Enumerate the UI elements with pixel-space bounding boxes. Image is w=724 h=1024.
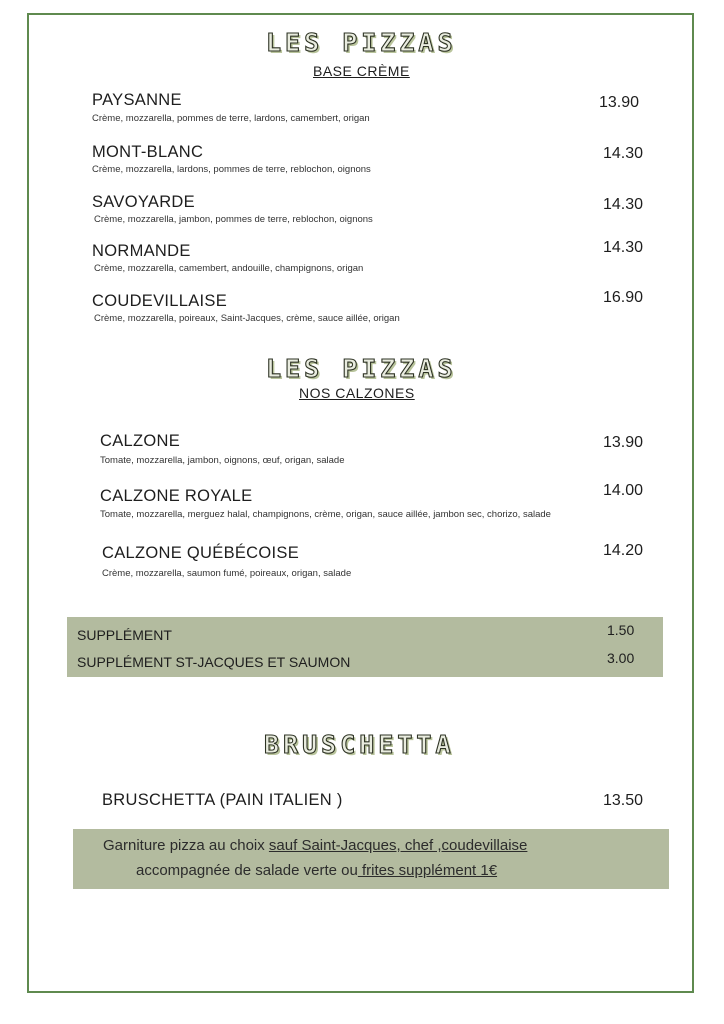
bruschetta-price: 13.50 [603, 792, 644, 809]
calzone-name: CALZONE ROYALE [100, 487, 253, 505]
pizza-name: SAVOYARDE [92, 193, 195, 211]
calzone-desc: Tomate, mozzarella, jambon, oignons, œuf, origan, salade [100, 455, 345, 466]
garniture-text: accompagnée de salade verte ou [136, 862, 358, 879]
pizza-price: 13.90 [599, 94, 640, 111]
section-subtitle-calzones: NOS CALZONES [299, 385, 415, 401]
bruschetta-name: BRUSCHETTA (PAIN ITALIEN ) [102, 791, 343, 809]
pizza-name: COUDEVILLAISE [92, 292, 228, 310]
pizza-desc: Crème, mozzarella, pommes de terre, lardons, camembert, origan [92, 113, 370, 124]
section-subtitle-base-creme: BASE CRÈME [313, 63, 410, 79]
section-title-pizzas-creme: LES PIZZAS [266, 28, 457, 57]
calzone-price: 14.20 [603, 542, 644, 559]
garniture-frites-supplement: frites supplément 1€ [357, 862, 498, 879]
calzone-price: 14.00 [603, 482, 644, 499]
garniture-line-1 [103, 837, 527, 854]
garniture-text: Garniture pizza au choix [103, 837, 269, 854]
pizza-name: NORMANDE [92, 242, 191, 260]
calzone-desc: Tomate, mozzarella, merguez halal, champignons, crème, origan, sauce aillée, jambon sec, chorizo, salade [100, 509, 551, 520]
calzone-name: CALZONE [100, 432, 181, 450]
pizza-price: 14.30 [603, 196, 644, 213]
pizza-price: 14.30 [603, 239, 644, 256]
pizza-name: MONT-BLANC [92, 143, 204, 161]
pizza-desc: Crème, mozzarella, jambon, pommes de terre, reblochon, oignons [94, 214, 373, 225]
section-title-pizzas-calzones: LES PIZZAS [266, 354, 457, 383]
supplement-label: SUPPLÉMENT [77, 627, 172, 643]
pizza-price: 14.30 [603, 145, 644, 162]
section-title-bruschetta: BRUSCHETTA [264, 730, 455, 759]
garniture-exclusions: sauf Saint-Jacques, chef ,coudevillaise [268, 837, 528, 854]
pizza-desc: Crème, mozzarella, lardons, pommes de terre, reblochon, oignons [92, 164, 371, 175]
pizza-desc: Crème, mozzarella, poireaux, Saint-Jacques, crème, sauce aillée, origan [94, 313, 400, 324]
pizza-price: 16.90 [603, 289, 644, 306]
calzone-desc: Crème, mozzarella, saumon fumé, poireaux, origan, salade [102, 568, 352, 579]
garniture-line-2 [136, 862, 497, 879]
supplement-label: SUPPLÉMENT ST-JACQUES ET SAUMON [77, 654, 351, 670]
pizza-desc: Crème, mozzarella, camembert, andouille, champignons, origan [94, 263, 364, 274]
pizza-name: PAYSANNE [92, 91, 182, 109]
calzone-name: CALZONE QUÉBÉCOISE [102, 544, 300, 562]
supplement-price: 3.00 [607, 650, 635, 666]
calzone-price: 13.90 [603, 434, 644, 451]
supplement-price: 1.50 [607, 622, 635, 638]
